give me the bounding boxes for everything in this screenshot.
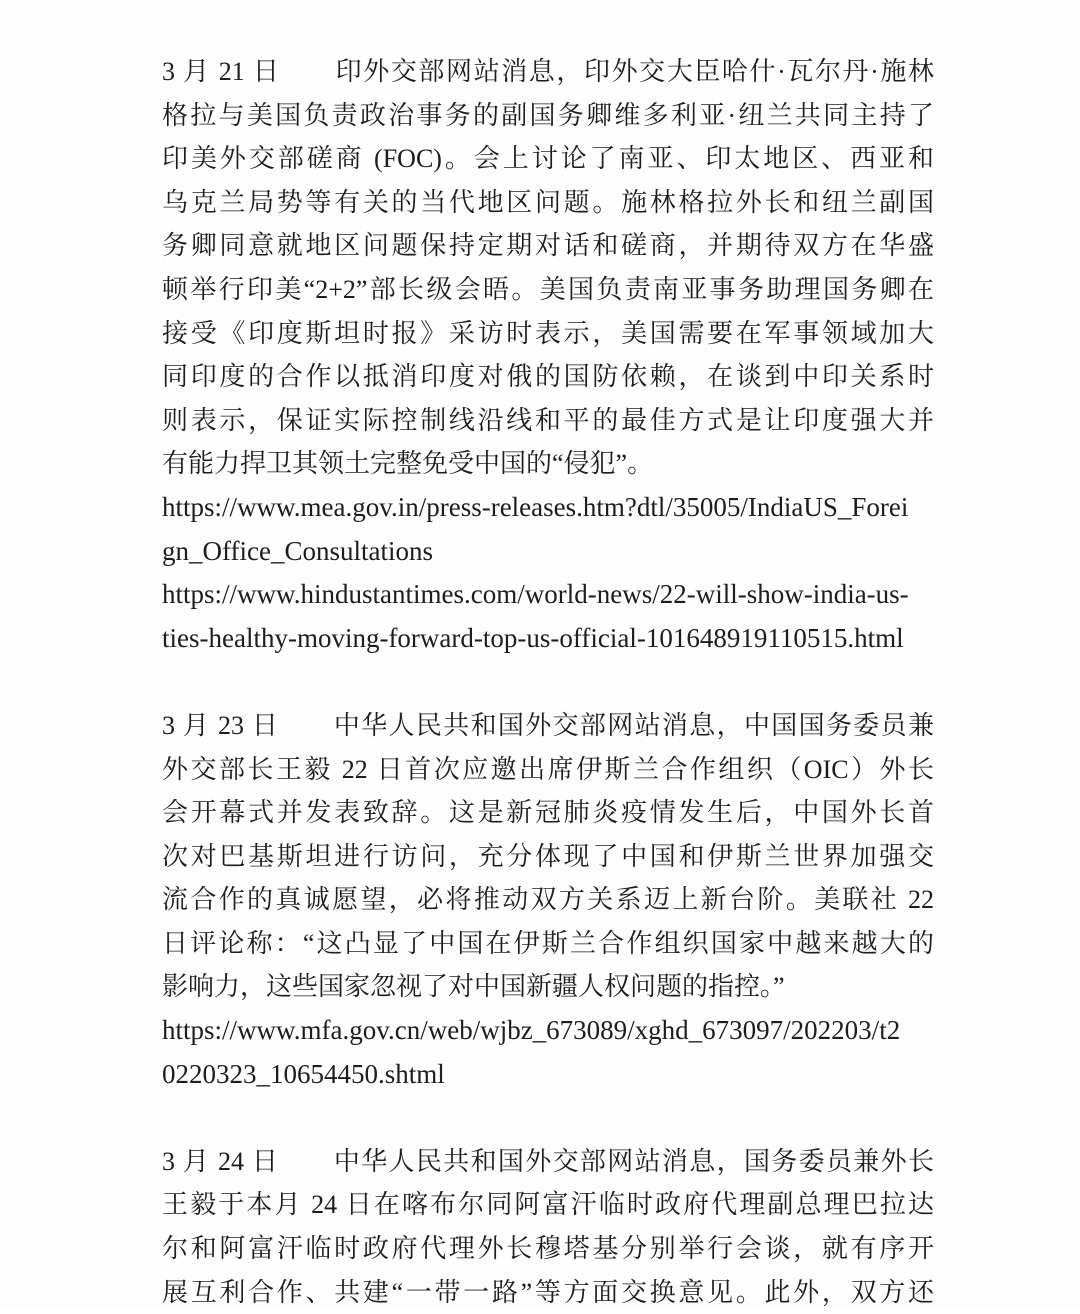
url-line: https://www.hindustantimes.com/world-news/22-will-show-india-us- — [162, 579, 909, 610]
news-entry-march-24 — [162, 1140, 934, 1314]
text-line: 尔和阿富汗临时政府代理外长穆塔基分别举行会谈，就有序开 — [162, 1234, 934, 1264]
text-line: 格拉与美国负责政治事务的副国务卿维多利亚·纽兰共同主持了 — [162, 100, 934, 130]
text-line: 同印度的合作以抵消印度对俄的国防依赖，在谈到中印关系时 — [162, 362, 934, 392]
text-line: 流合作的真诚愿望，必将推动双方关系迈上新台阶。美联社 22 — [162, 885, 934, 915]
text-line: 顿举行印美“2+2”部长级会晤。美国负责南亚事务助理国务卿在 — [162, 274, 934, 304]
text-line: 乌克兰局势等有关的当代地区问题。施林格拉外长和纽兰副国 — [162, 187, 934, 217]
url-line: https://www.mea.gov.in/press-releases.htm?dtl/35005/IndiaUS_Forei — [162, 491, 909, 522]
text-line: 展互利合作、共建“一带一路”等方面交换意见。此外，双方还 — [162, 1277, 934, 1307]
blank-line — [162, 1096, 934, 1140]
news-entry-march-23 — [162, 704, 934, 1096]
news-entry-march-21 — [162, 50, 934, 660]
text-line: 会开幕式并发表致辞。这是新冠肺炎疫情发生后，中国外长首 — [162, 798, 934, 828]
text-line: 3 月 21 日 印外交部网站消息，印外交大臣哈什·瓦尔丹·施林 — [162, 57, 934, 86]
text-line: 则表示，保证实际控制线沿线和平的最佳方式是让印度强大并 — [162, 405, 934, 435]
text-line: 3 月 23 日 中华人民共和国外交部网站消息，中国国务委员兼 — [162, 710, 934, 740]
url-line: 0220323_10654450.shtml — [162, 1058, 445, 1089]
text-line: 接受《印度斯坦时报》采访时表示，美国需要在军事领域加大 — [162, 318, 934, 348]
text-line: 影响力，这些国家忽视了对中国新疆人权问题的指控。” — [162, 972, 785, 1002]
text-line: 王毅于本月 24 日在喀布尔同阿富汗临时政府代理副总理巴拉达 — [162, 1190, 934, 1220]
text-line: 务卿同意就地区问题保持定期对话和磋商，并期待双方在华盛 — [162, 231, 934, 261]
text-line: 日评论称：“这凸显了中国在伊斯兰合作组织国家中越来越大的 — [162, 928, 934, 958]
url-line: ties-healthy-moving-forward-top-us-official-101648919110515.html — [162, 622, 904, 653]
url-line: https://www.mfa.gov.cn/web/wjbz_673089/xghd_673097/202203/t2 — [162, 1015, 901, 1046]
text-line: 次对巴基斯坦进行访问，充分体现了中国和伊斯兰世界加强交 — [162, 841, 934, 871]
text-line: 印美外交部磋商 (FOC)。会上讨论了南亚、印太地区、西亚和 — [162, 144, 934, 174]
url-line: gn_Office_Consultations — [162, 535, 433, 566]
text-line: 外交部长王毅 22 日首次应邀出席伊斯兰合作组织（OIC）外长 — [162, 754, 934, 784]
text-line: 有能力捍卫其领土完整免受中国的“侵犯”。 — [162, 449, 654, 479]
blank-line — [162, 660, 934, 704]
page-text-content — [162, 50, 934, 1314]
text-line: 3 月 24 日 中华人民共和国外交部网站消息，国务委员兼外长 — [162, 1146, 934, 1176]
